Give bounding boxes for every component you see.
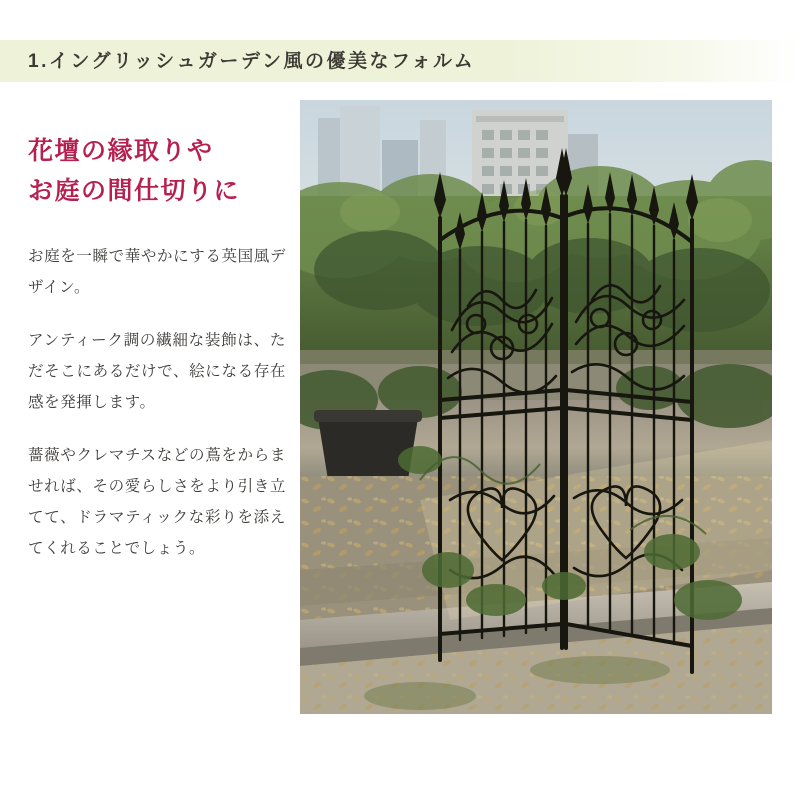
- lead-headline-line-1: 花壇の縁取りや: [28, 137, 214, 165]
- description-text-column: [28, 132, 286, 564]
- section-heading-bar: [0, 40, 800, 82]
- body-paragraph-3: 薔薇やクレマチスなどの蔦をからませれば、その愛らしさをより引き立てて、ドラマティックな彩りを添えてくれることでしょう。: [28, 447, 286, 557]
- product-photo: [300, 100, 772, 714]
- lead-headline-line-2: お庭の間仕切りに: [28, 176, 241, 205]
- section-heading-text: 1.イングリッシュガーデン風の優美なフォルム: [28, 50, 476, 72]
- body-paragraph-2: アンティーク調の繊細な装飾は、ただそこにあるだけで、絵になる存在感を発揮します。: [28, 332, 286, 411]
- body-paragraph-1: お庭を一瞬で華やかにする英国風デザイン。: [28, 248, 286, 296]
- lead-headline: [28, 132, 286, 211]
- product-photo-illustration: [300, 100, 772, 714]
